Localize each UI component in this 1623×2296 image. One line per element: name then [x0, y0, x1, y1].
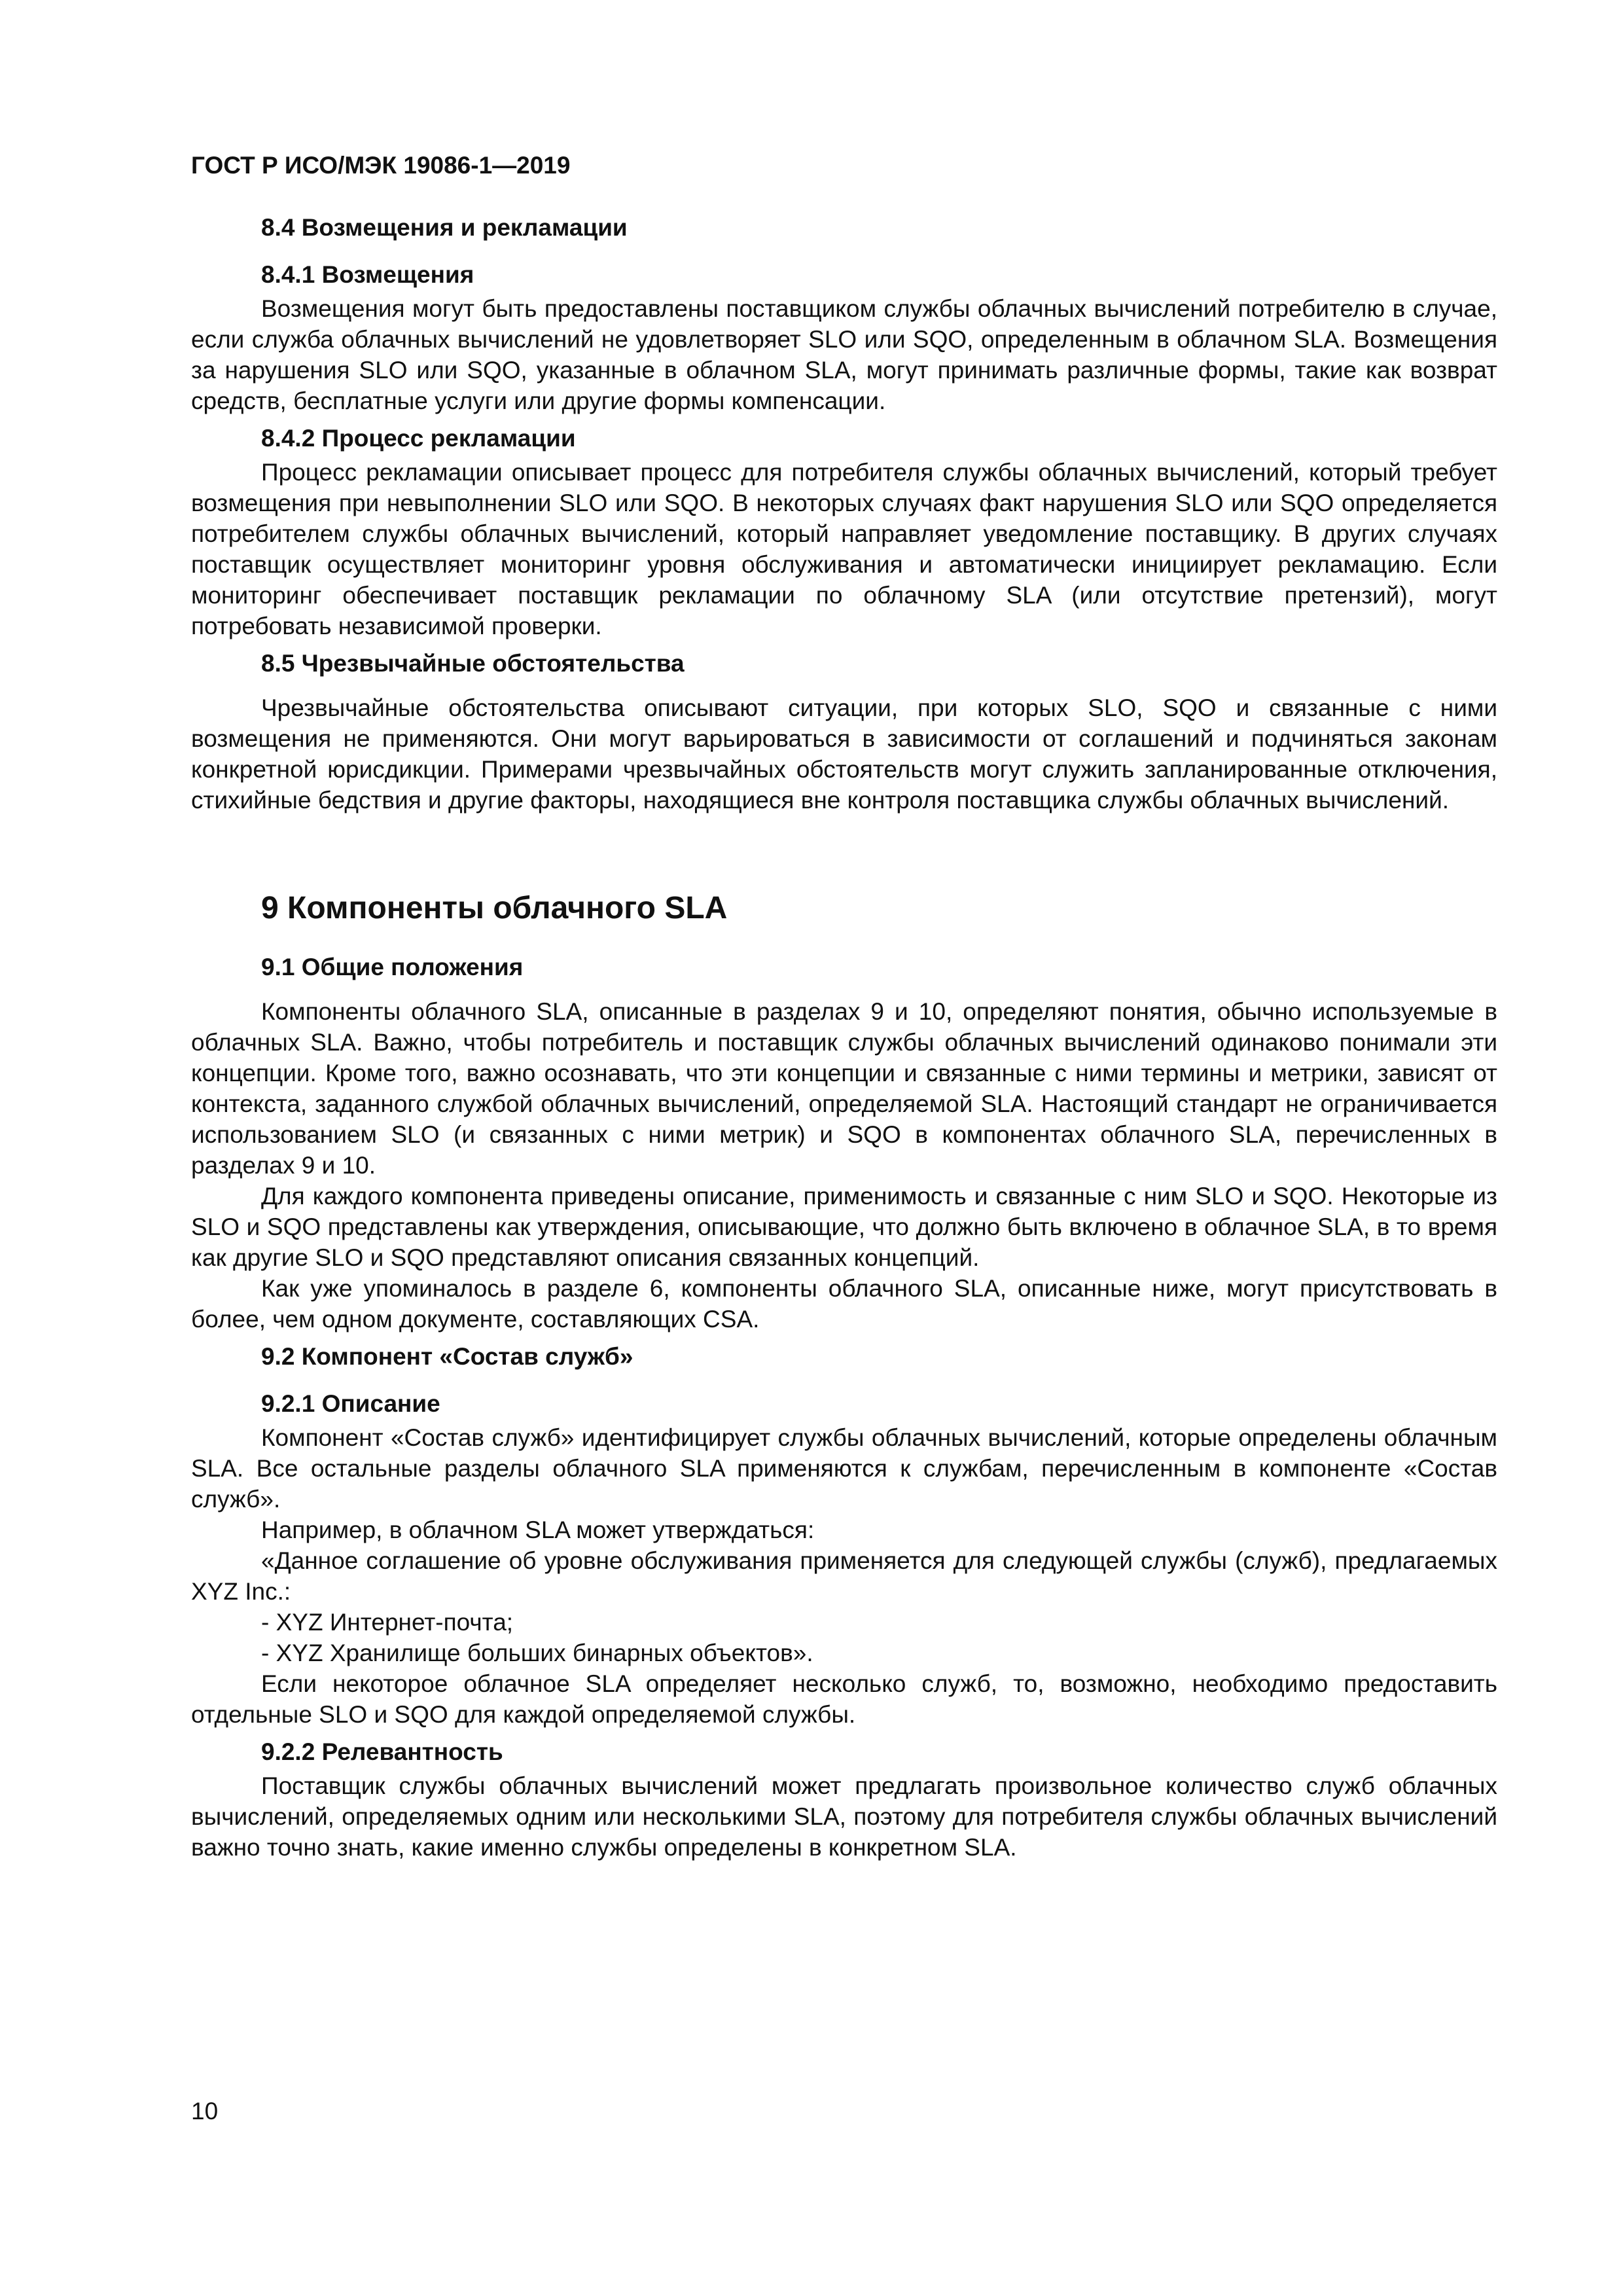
section-8-4-1-heading: 8.4.1 Возмещения	[261, 261, 474, 288]
list-item: - XYZ Хранилище больших бинарных объектов».	[261, 1640, 813, 1666]
section-9-2-1-paragraph: Например, в облачном SLA может утверждаться:	[261, 1516, 815, 1543]
section-9-2-1-paragraph: «Данное соглашение об уровне обслуживания применяется для следующей службы (служб), предлагаемых XYZ Inc.:	[191, 1547, 1497, 1605]
section-9-2-2-paragraph: Поставщик службы облачных вычислений может предлагать произвольное количество служб облачных вычислений, определяемых одним или несколькими SLA, поэтому для потребителя службы облачных вычислений важно точно знать, какие именно службы определены в конкретном SLA.	[191, 1772, 1497, 1861]
page-number: 10	[191, 2098, 219, 2125]
section-8-4-heading: 8.4 Возмещения и рекламации	[261, 214, 628, 241]
standard-designation: ГОСТ Р ИСО/МЭК 19086-1—2019	[191, 152, 571, 179]
section-9-1-paragraph: Компоненты облачного SLA, описанные в разделах 9 и 10, определяют понятия, обычно используемые в облачных SLA. Важно, чтобы потребитель и поставщик службы облачных вычислений одинаково понимали эти концепции. Кроме того, важно осознавать, что эти концепции и связанные с ними термины и метрики, зависят от контекста, заданного службой облачных вычислений, определяемой SLA. Настоящий стандарт не ограничивается использованием SLO (и связанных с ними метрик) и SQO в компонентах облачного SLA, перечисленных в разделах 9 и 10.	[191, 998, 1497, 1179]
section-8-5-paragraph: Чрезвычайные обстоятельства описывают ситуации, при которых SLO, SQO и связанные с ними возмещения не применяются. Они могут варьироваться в зависимости от соглашений и подчиняться законам конкретной юрисдикции. Примерами чрезвычайных обстоятельств могут служить запланированные отключения, стихийные бедствия и другие факторы, находящиеся вне контроля поставщика службы облачных вычислений.	[191, 694, 1497, 814]
section-9-2-heading: 9.2 Компонент «Состав служб»	[261, 1343, 633, 1370]
section-9-2-1-heading: 9.2.1 Описание	[261, 1390, 440, 1417]
section-9-heading: 9 Компоненты облачного SLA	[261, 891, 728, 925]
section-9-2-1-paragraph: Компонент «Состав служб» идентифицирует службы облачных вычислений, которые определены облачным SLA. Все остальные разделы облачного SLA применяются к службам, перечисленным в компоненте «Состав служб».	[191, 1424, 1497, 1513]
list-item: - XYZ Интернет-почта;	[261, 1609, 514, 1636]
section-8-4-2-paragraph: Процесс рекламации описывает процесс для потребителя службы облачных вычислений, который требует возмещения при невыполнении SLO или SQO. В некоторых случаях факт нарушения SLO или SQO определяется потребителем службы облачных вычислений, который направляет уведомление поставщику. В других случаях поставщик осуществляет мониторинг уровня обслуживания и автоматически инициирует рекламацию. Если мониторинг обеспечивает поставщик рекламации по облачному SLA (или отсутствие претензий), могут потребовать независимой проверки.	[191, 459, 1497, 639]
section-9-1-paragraph: Как уже упоминалось в разделе 6, компоненты облачного SLA, описанные ниже, могут присутствовать в более, чем одном документе, составляющих CSA.	[191, 1275, 1497, 1333]
page-content	[191, 209, 1497, 1863]
section-9-2-1-paragraph: Если некоторое облачное SLA определяет несколько служб, то, возможно, необходимо предоставить отдельные SLO и SQO для каждой определяемой службы.	[191, 1670, 1497, 1728]
section-8-4-2-heading: 8.4.2 Процесс рекламации	[261, 425, 576, 452]
section-9-1-heading: 9.1 Общие положения	[261, 954, 524, 980]
section-8-4-1-paragraph: Возмещения могут быть предоставлены поставщиком службы облачных вычислений потребителю в случае, если служба облачных вычислений не удовлетворяет SLO или SQO, определенным в облачном SLA. Возмещения за нарушения SLO или SQO, указанные в облачном SLA, могут принимать различные формы, такие как возврат средств, бесплатные услуги или другие формы компенсации.	[191, 295, 1497, 414]
section-9-2-2-heading: 9.2.2 Релевантность	[261, 1738, 503, 1765]
section-8-5-heading: 8.5 Чрезвычайные обстоятельства	[261, 650, 685, 677]
section-9-1-paragraph: Для каждого компонента приведены описание, применимость и связанные с ним SLO и SQO. Некоторые из SLO и SQO представлены как утверждения, описывающие, что должно быть включено в облачное SLA, в то время как другие SLO и SQO представляют описания связанных концепций.	[191, 1183, 1497, 1271]
